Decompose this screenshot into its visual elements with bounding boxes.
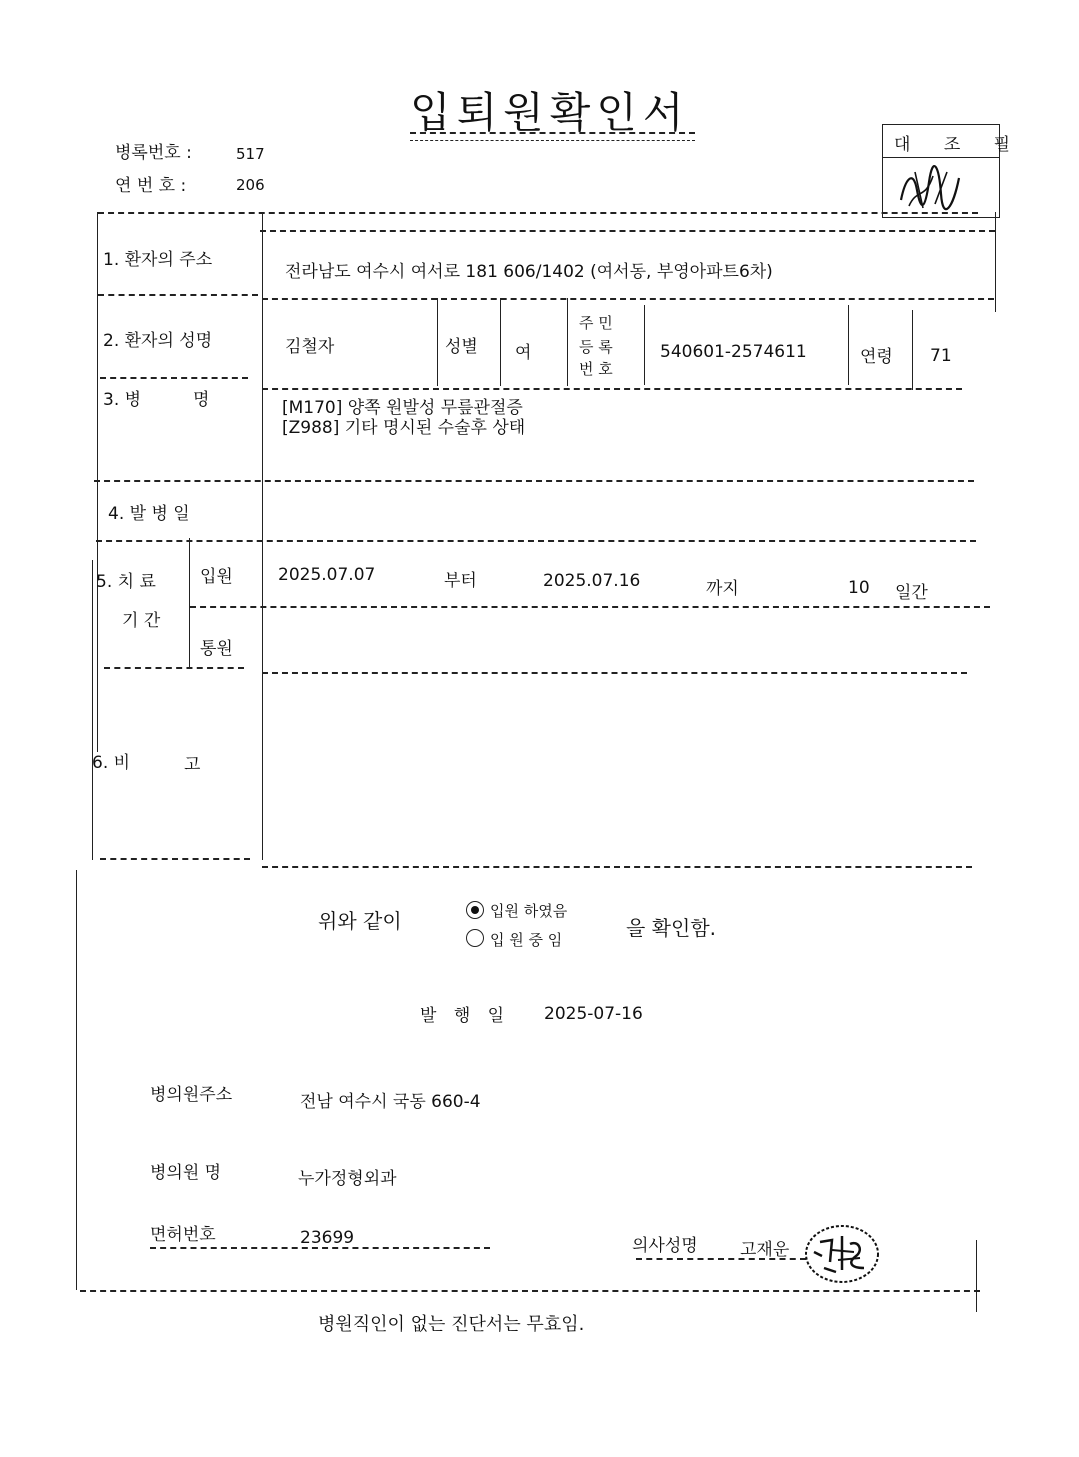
table-top-line-2 xyxy=(260,230,995,232)
hospital-address: 전남 여수시 국동 660-4 xyxy=(300,1092,481,1112)
treatment-days-unit: 일간 xyxy=(895,583,928,603)
record-number-label: 병록번호 : xyxy=(115,143,192,163)
page-right-border xyxy=(976,1240,977,1312)
sex-value-divider xyxy=(500,298,501,386)
admitted-radio[interactable] xyxy=(466,901,484,919)
inpatient-radio[interactable] xyxy=(466,929,484,947)
document-title: 입퇴원확인서 xyxy=(410,88,690,137)
row4-bottom xyxy=(96,540,976,542)
issue-date-label: 발 행 일 xyxy=(420,1006,511,1026)
doctor-name-label: 의사성명 xyxy=(632,1236,698,1256)
verify-box-divider xyxy=(882,157,1000,158)
row5-bottom xyxy=(262,672,967,674)
treatment-label-line1: 5. 치 료 xyxy=(96,572,156,592)
title-underline xyxy=(410,132,695,134)
hospital-name-label: 병의원 명 xyxy=(150,1163,222,1183)
row2-bottom xyxy=(262,388,962,390)
patient-address-label: 1. 환자의 주소 xyxy=(103,250,213,270)
table-left-border xyxy=(97,212,98,752)
diagnosis-line-1: [M170] 양쪽 원발성 무릎관절증 xyxy=(282,398,523,418)
remarks-label-end: 고 xyxy=(184,755,201,775)
page-left-border xyxy=(76,870,77,1290)
inpatient-label: 입원 xyxy=(200,567,233,587)
doctor-name: 고재운 xyxy=(740,1240,790,1260)
doctor-seal xyxy=(802,1222,882,1286)
title-underline-2 xyxy=(410,140,695,141)
from-word: 부터 xyxy=(444,571,477,591)
verify-signature xyxy=(895,160,967,214)
verify-label: 대 조 필 xyxy=(894,135,1025,155)
serial-number-label: 연 번 호 : xyxy=(115,176,187,196)
age-label: 연령 xyxy=(860,347,893,367)
rrn-value-divider xyxy=(644,305,645,385)
label-column-divider xyxy=(262,212,263,860)
inpatient-option-label: 입 원 중 임 xyxy=(490,931,563,949)
serial-number: 206 xyxy=(236,176,265,194)
table-left-border-2 xyxy=(92,560,93,860)
patient-name-label: 2. 환자의 성명 xyxy=(103,331,213,351)
confirmation-suffix: 을 확인함. xyxy=(626,916,716,940)
patient-sex: 여 xyxy=(515,343,532,363)
age-value-divider xyxy=(912,310,913,390)
footer-note: 병원직인이 없는 진단서는 무효임. xyxy=(318,1314,585,1335)
rrn-label-line3: 번 호 xyxy=(579,360,613,378)
treatment-sub-divider xyxy=(189,538,190,668)
inpatient-row-bottom xyxy=(190,606,990,608)
age-label-divider xyxy=(848,305,849,385)
patient-name: 김철자 xyxy=(285,337,335,357)
patient-age: 71 xyxy=(930,346,952,366)
sex-left-divider xyxy=(437,298,438,386)
row6-bottom-left xyxy=(100,858,250,860)
outpatient-label: 통원 xyxy=(200,639,233,659)
license-label: 면허번호 xyxy=(150,1225,216,1245)
row1-bottom-left xyxy=(98,294,258,296)
footer-dashed-line xyxy=(80,1290,980,1292)
rrn-label-line1: 주 민 xyxy=(579,314,613,332)
license-number: 23699 xyxy=(300,1228,355,1248)
row3-bottom xyxy=(94,480,974,482)
table-bottom-line xyxy=(262,866,972,868)
remarks-label: 6. 비 xyxy=(92,753,131,773)
to-word: 까지 xyxy=(706,579,739,599)
diagnosis-label-end: 명 xyxy=(193,390,210,410)
hospital-name: 누가정형외과 xyxy=(298,1169,397,1189)
treatment-label-line2: 기 간 xyxy=(122,611,161,631)
confirmation-prefix: 위와 같이 xyxy=(318,909,402,933)
license-underline xyxy=(150,1247,490,1249)
issue-date: 2025-07-16 xyxy=(544,1004,643,1024)
hospital-address-label: 병의원주소 xyxy=(150,1085,233,1105)
diagnosis-label: 3. 병 xyxy=(103,390,142,410)
rrn-label-line2: 등 록 xyxy=(579,338,613,356)
record-number: 517 xyxy=(236,145,265,163)
row5-bottom-left xyxy=(104,667,244,669)
table-top-line xyxy=(98,212,978,214)
rrn-label-divider xyxy=(567,298,568,386)
treatment-start-date: 2025.07.07 xyxy=(278,565,376,585)
admitted-option-label: 입원 하였음 xyxy=(490,902,568,920)
patient-rrn: 540601-2574611 xyxy=(660,342,807,362)
sex-label: 성별 xyxy=(445,337,478,357)
diagnosis-line-2: [Z988] 기타 명시된 수술후 상태 xyxy=(282,418,526,438)
row2-bottom-left xyxy=(100,377,248,379)
onset-label: 4. 발 병 일 xyxy=(108,504,190,524)
table-right-border xyxy=(995,212,996,312)
treatment-days: 10 xyxy=(848,578,870,598)
row1-bottom xyxy=(262,298,994,300)
treatment-end-date: 2025.07.16 xyxy=(543,571,641,591)
patient-address: 전라남도 여수시 여서로 181 606/1402 (여서동, 부영아파트6차) xyxy=(285,262,773,282)
doctor-underline xyxy=(636,1258,806,1260)
